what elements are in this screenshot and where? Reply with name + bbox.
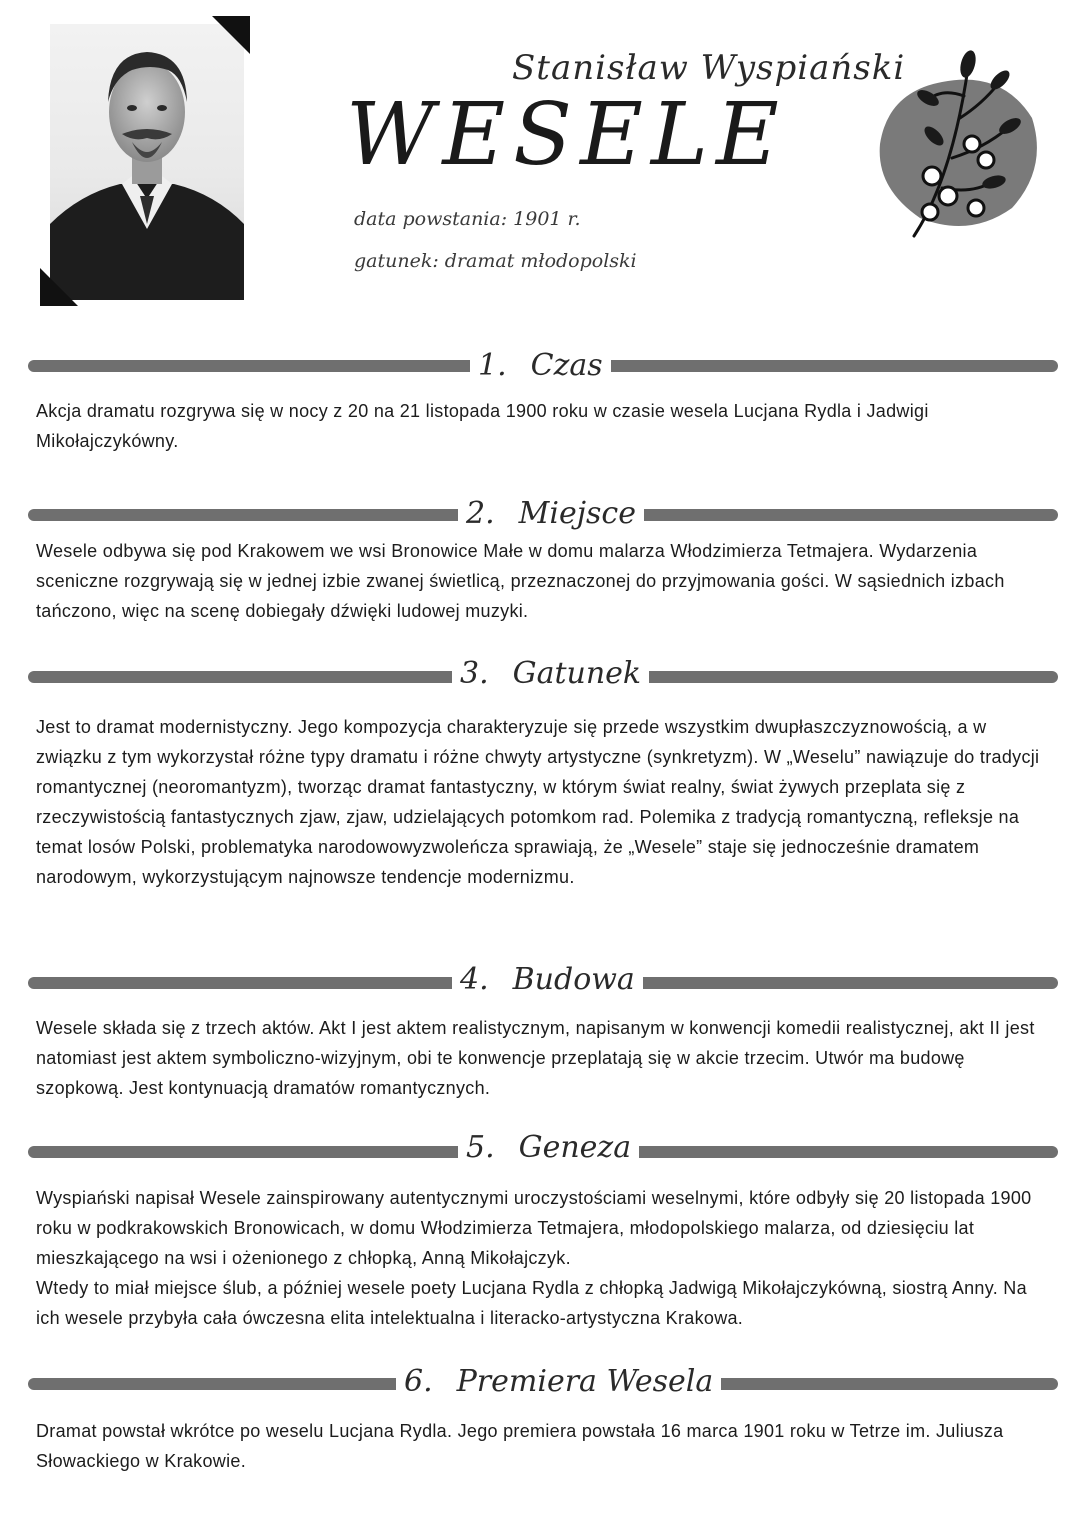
genre-line: gatunek: dramat młodopolski: [354, 250, 637, 272]
creation-date: data powstania: 1901 r.: [354, 208, 581, 230]
section-title: Czas: [530, 348, 603, 383]
paragraph: Wesele odbywa się pod Krakowem we wsi Bronowice Małe w domu malarza Włodzimierza Tetmajera. Wydarzenia sceniczne rozgrywają się w jednej izbie zwanej świetlicą, przeznaczonej do przyjmowania gości. W sąsiednich izbach tańczono, więc na scenę dobiegały dźwięki ludowej muzyki.: [36, 541, 1005, 621]
author-name: Stanisław Wyspiański: [512, 48, 906, 88]
section-number: 6.: [404, 1364, 433, 1399]
branch-decoration-icon: [872, 48, 1042, 248]
section-heading-czas: [470, 348, 611, 384]
section-number: 3.: [460, 656, 489, 691]
page-title: WESELE: [346, 85, 787, 185]
section-title: Budowa: [512, 962, 635, 997]
section-text-gatunek: [36, 712, 1046, 892]
section-title: Geneza: [518, 1130, 632, 1165]
section-heading-gatunek: [452, 656, 649, 692]
section-text-budowa: [36, 1013, 1046, 1103]
paragraph: Wyspiański napisał Wesele zainspirowany autentycznymi uroczystościami weselnymi, które odbyły się 20 listopada 1900 roku w podkrakowskich Bronowicach, w domu Włodzimierza Tetmajera, młodopolskiego malarza, od dziesięciu lat mieszkającego na wsi i ożenionego z chłopką, Anną Mikołajczyk.: [36, 1188, 1032, 1268]
section-text-czas: [36, 396, 1046, 456]
photo-corner-bottom-left: [40, 268, 78, 306]
author-portrait-photo: [50, 24, 244, 300]
paragraph: Jest to dramat modernistyczny. Jego kompozycja charakteryzuje się przede wszystkim dwupłaszczyznowością, a w związku z tym wykorzystał różne typy dramatu i różne chwyty artystyczne (synkretyzm). W „Weselu” nawiązuje do tradycji romantycznej (neoromantyzm), tworząc dramat fantastyczny, w którym świat realny, świat żywych przeplata się z rzeczywistością fantastycznych zjaw, zjaw, udzielających potomkom rad. Polemika z tradycją romantyczną, refleksje na temat losów Polski, problematyka narodowowyzwoleńcza sprawiają, że „Wesele” staje się jednocześnie dramatem narodowym, wykorzystującym najnowsze tendencje modernizmu.: [36, 717, 1040, 887]
paragraph: Akcja dramatu rozgrywa się w nocy z 20 na 21 listopada 1900 roku w czasie wesela Lucjana Rydla i Jadwigi Mikołajczykówny.: [36, 401, 929, 451]
portrait-silhouette-image: [50, 24, 244, 300]
paragraph: Wtedy to miał miejsce ślub, a później wesele poety Lucjana Rydla z chłopką Jadwigą Mikołajczykówną, siostrą Anny. Na ich wesele przybyła cała ówczesna elita intelektualna i literacko-artystyczna Krakowa.: [36, 1278, 1027, 1328]
author-portrait-frame: [40, 16, 250, 306]
section-title: Premiera Wesela: [456, 1364, 714, 1399]
section-text-miejsce: [36, 536, 1046, 626]
section-heading-miejsce: [458, 496, 644, 532]
section-number: 4.: [460, 962, 489, 997]
section-heading-geneza: [458, 1130, 639, 1166]
section-number: 1.: [478, 348, 507, 383]
paragraph: Dramat powstał wkrótce po weselu Lucjana Rydla. Jego premiera powstała 16 marca 1901 roku w Tetrze im. Juliusza Słowackiego w Krakowie.: [36, 1421, 1004, 1471]
paragraph: Wesele składa się z trzech aktów. Akt I jest aktem realistycznym, napisanym w konwencji komedii realistycznej, akt II jest natomiast jest aktem symboliczno-wizyjnym, obi te konwencje przeplatają się w akcie trzecim. Utwór ma budowę szopkową. Jest kontynuacją dramatów romantycznych.: [36, 1018, 1035, 1098]
section-number: 5.: [466, 1130, 495, 1165]
section-number: 2.: [466, 496, 495, 531]
section-text-geneza: [36, 1183, 1046, 1333]
section-text-premiera: [36, 1416, 1046, 1476]
section-heading-budowa: [452, 962, 643, 998]
section-heading-premiera: [396, 1364, 721, 1400]
section-title: Miejsce: [518, 496, 636, 531]
photo-corner-top-right: [212, 16, 250, 54]
section-title: Gatunek: [512, 656, 642, 691]
